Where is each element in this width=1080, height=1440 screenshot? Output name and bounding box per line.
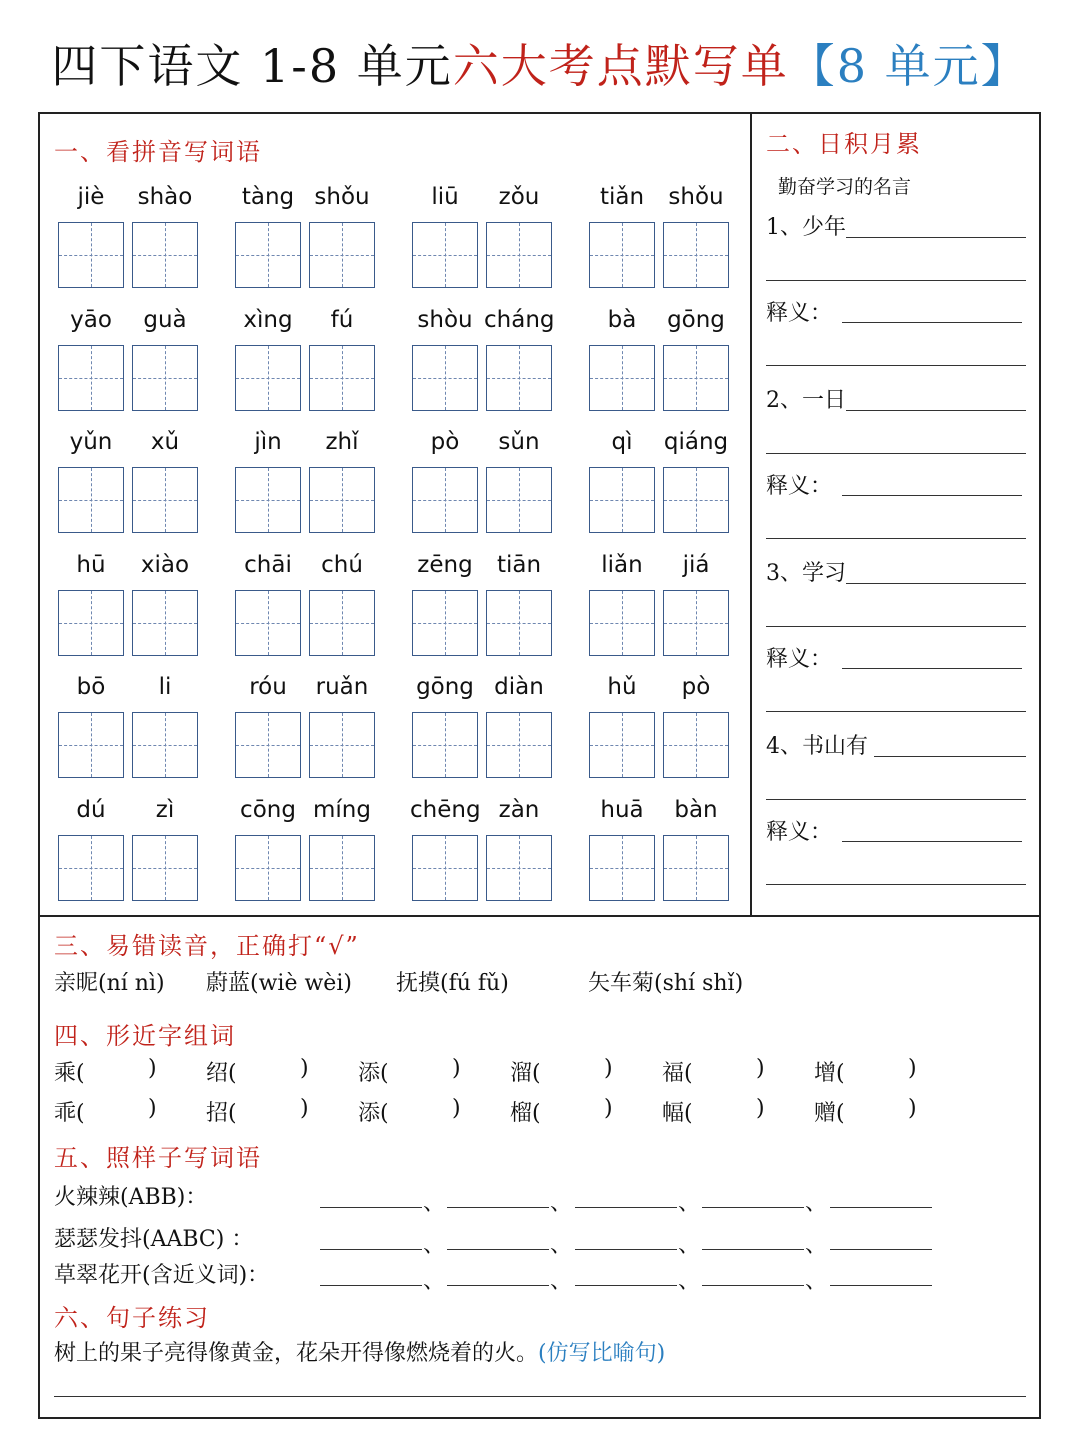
pinyin-label: qiáng	[663, 429, 729, 455]
writing-box[interactable]	[235, 712, 301, 778]
writing-box[interactable]	[58, 222, 124, 288]
writing-box[interactable]	[132, 467, 198, 533]
writing-box[interactable]	[132, 590, 198, 656]
close-paren[interactable]: )	[604, 1096, 613, 1121]
quote-answer-line[interactable]	[846, 410, 1026, 411]
pinyin-label: shòu	[417, 307, 473, 333]
writing-box[interactable]	[235, 467, 301, 533]
close-paren[interactable]: )	[148, 1056, 157, 1081]
writing-box[interactable]	[486, 712, 552, 778]
similar-char: 福(	[662, 1061, 693, 1086]
pattern-answer-line[interactable]	[447, 1285, 549, 1286]
quote-answer-line[interactable]	[846, 583, 1026, 584]
pinyin-label: xǔ	[150, 429, 180, 455]
title-part2: 六大考点默写单	[452, 39, 789, 93]
pattern-answer-line[interactable]	[320, 1249, 422, 1250]
section5-title: 五、照样子写词语	[54, 1144, 262, 1172]
pinyin-label: chēng	[410, 797, 481, 823]
writing-box[interactable]	[235, 345, 301, 411]
separator: 、	[678, 1269, 701, 1294]
close-paren[interactable]: )	[452, 1096, 461, 1121]
writing-box[interactable]	[58, 712, 124, 778]
pinyin-label: zì	[155, 797, 175, 823]
writing-box[interactable]	[663, 712, 729, 778]
separator: 、	[678, 1233, 701, 1258]
meaning-answer-line[interactable]	[766, 711, 1026, 712]
section3-title: 三、易错读音，正确打“√”	[54, 932, 360, 960]
pattern-answer-line[interactable]	[575, 1285, 677, 1286]
meaning-answer-line[interactable]	[842, 841, 1022, 842]
sentence-hint: (仿写比喻句)	[538, 1341, 666, 1366]
pinyin-label: fú	[330, 307, 354, 333]
writing-box[interactable]	[412, 467, 478, 533]
pinyin-label: tàng	[241, 184, 295, 210]
writing-box[interactable]	[663, 835, 729, 901]
similar-char: 绍(	[206, 1061, 237, 1086]
similar-char: 乘(	[54, 1061, 85, 1086]
sentence-answer-line[interactable]	[54, 1396, 1026, 1397]
pinyin-label: huā	[600, 797, 644, 823]
close-paren[interactable]: )	[300, 1096, 309, 1121]
pinyin-label: diàn	[494, 674, 544, 700]
quote-prompt: 3、学习	[766, 561, 846, 586]
pinyin-label: bō	[76, 674, 106, 700]
meaning-answer-line[interactable]	[766, 365, 1026, 366]
writing-box[interactable]	[486, 345, 552, 411]
separator: 、	[423, 1191, 446, 1216]
meaning-answer-line[interactable]	[842, 668, 1022, 669]
writing-box[interactable]	[58, 835, 124, 901]
writing-box[interactable]	[486, 835, 552, 901]
pinyin-label: jiè	[77, 184, 105, 210]
section2-title: 二、日积月累	[766, 130, 922, 158]
writing-box[interactable]	[58, 467, 124, 533]
writing-box[interactable]	[309, 590, 375, 656]
quote-answer-line[interactable]	[766, 626, 1026, 627]
writing-box[interactable]	[309, 222, 375, 288]
writing-box[interactable]	[589, 590, 655, 656]
similar-char: 招(	[206, 1101, 237, 1126]
close-paren[interactable]: )	[604, 1056, 613, 1081]
pinyin-label: hū	[76, 552, 106, 578]
quote-prompt: 1、少年	[766, 215, 846, 240]
quote-answer-line[interactable]	[766, 280, 1026, 281]
quote-prompt: 4、书山有	[766, 734, 868, 759]
separator: 、	[550, 1191, 573, 1216]
separator: 、	[550, 1269, 573, 1294]
pinyin-label: jìn	[254, 429, 282, 455]
pattern-prompt: 瑟瑟发抖(AABC) ：	[54, 1227, 254, 1252]
pinyin-label: cōng	[240, 797, 296, 823]
pinyin-label: gōng	[416, 674, 474, 700]
pinyin-label: róu	[249, 674, 287, 700]
separator: 、	[423, 1269, 446, 1294]
pattern-answer-line[interactable]	[447, 1207, 549, 1208]
sentence-text: 树上的果子亮得像黄金，花朵开得像燃烧着的火。	[54, 1341, 539, 1366]
pattern-answer-line[interactable]	[320, 1285, 422, 1286]
separator: 、	[805, 1233, 828, 1258]
pinyin-label: dú	[76, 797, 106, 823]
writing-box[interactable]	[412, 712, 478, 778]
similar-char: 赠(	[814, 1101, 845, 1126]
pinyin-label: bàn	[674, 797, 718, 823]
writing-box[interactable]	[58, 590, 124, 656]
pattern-answer-line[interactable]	[575, 1207, 677, 1208]
pattern-prompt: 火辣辣(ABB)：	[54, 1185, 208, 1210]
writing-box[interactable]	[132, 712, 198, 778]
writing-box[interactable]	[663, 345, 729, 411]
pinyin-label: guà	[143, 307, 187, 333]
writing-box[interactable]	[132, 222, 198, 288]
quote-answer-line[interactable]	[766, 453, 1026, 454]
pinyin-label: zēng	[417, 552, 473, 578]
writing-box[interactable]	[663, 222, 729, 288]
similar-char: 乖(	[54, 1101, 85, 1126]
writing-box[interactable]	[235, 590, 301, 656]
pinyin-label: liū	[431, 184, 459, 210]
close-paren[interactable]: )	[908, 1096, 917, 1121]
writing-box[interactable]	[589, 467, 655, 533]
writing-box[interactable]	[412, 835, 478, 901]
title-part1: 四下语文 1-8 单元	[51, 39, 453, 93]
pinyin-label: zàn	[498, 797, 540, 823]
pinyin-label: hǔ	[607, 674, 637, 700]
pinyin-label: liǎn	[601, 552, 643, 578]
pinyin-label: yāo	[70, 307, 112, 333]
writing-box[interactable]	[486, 222, 552, 288]
pinyin-label: qì	[611, 429, 633, 455]
pinyin-label: pò	[681, 674, 711, 700]
similar-char: 添(	[358, 1101, 389, 1126]
separator: 、	[805, 1269, 828, 1294]
section1-title: 一、看拼音写词语	[54, 138, 262, 166]
pattern-answer-line[interactable]	[830, 1207, 932, 1208]
close-paren[interactable]: )	[452, 1056, 461, 1081]
pinyin-label: míng	[313, 797, 371, 823]
close-paren[interactable]: )	[148, 1096, 157, 1121]
pinyin-label: tiān	[496, 552, 542, 578]
similar-char: 溜(	[510, 1061, 541, 1086]
pinyin-label: yǔn	[69, 429, 113, 455]
writing-box[interactable]	[412, 345, 478, 411]
pattern-answer-line[interactable]	[447, 1249, 549, 1250]
pattern-answer-line[interactable]	[320, 1207, 422, 1208]
section2-subtitle: 勤奋学习的名言	[778, 176, 912, 198]
writing-box[interactable]	[132, 835, 198, 901]
writing-box[interactable]	[309, 712, 375, 778]
pattern-answer-line[interactable]	[830, 1285, 932, 1286]
pinyin-label: pò	[430, 429, 460, 455]
writing-box[interactable]	[589, 835, 655, 901]
pattern-answer-line[interactable]	[575, 1249, 677, 1250]
pinyin-label: xìng	[243, 307, 293, 333]
writing-box[interactable]	[589, 345, 655, 411]
writing-box[interactable]	[486, 590, 552, 656]
pron-item-4: 矢车菊(shí shǐ)	[588, 971, 744, 996]
meaning-label: 释义：	[766, 474, 833, 499]
pron-item-2: 蔚蓝(wiè wèi)	[206, 971, 352, 996]
writing-box[interactable]	[589, 712, 655, 778]
sentence-example	[54, 1336, 665, 1367]
separator: 、	[550, 1233, 573, 1258]
writing-box[interactable]	[132, 345, 198, 411]
writing-box[interactable]	[309, 467, 375, 533]
meaning-label: 释义：	[766, 647, 833, 672]
pinyin-label: chú	[321, 552, 363, 578]
writing-box[interactable]	[309, 345, 375, 411]
pron-item-3: 抚摸(fú fǔ)	[396, 971, 509, 996]
similar-char: 榴(	[510, 1101, 541, 1126]
quote-answer-line[interactable]	[846, 237, 1026, 238]
section6-title: 六、句子练习	[54, 1304, 210, 1332]
pinyin-label: gōng	[667, 307, 725, 333]
quote-prompt: 2、一日	[766, 388, 846, 413]
pinyin-label: cháng	[484, 307, 555, 333]
pinyin-label: shào	[137, 184, 193, 210]
meaning-answer-line[interactable]	[766, 538, 1026, 539]
pinyin-label: li	[158, 674, 172, 700]
pattern-answer-line[interactable]	[830, 1249, 932, 1250]
horizontal-divider	[38, 915, 1041, 917]
writing-box[interactable]	[412, 222, 478, 288]
writing-box[interactable]	[589, 222, 655, 288]
close-paren[interactable]: )	[300, 1056, 309, 1081]
writing-box[interactable]	[235, 222, 301, 288]
writing-box[interactable]	[58, 345, 124, 411]
pinyin-label: ruǎn	[315, 674, 369, 700]
meaning-label: 释义：	[766, 301, 833, 326]
pattern-prompt: 草翠花开(含近义词)：	[54, 1263, 270, 1288]
separator: 、	[805, 1191, 828, 1216]
pinyin-label: shǒu	[668, 184, 724, 210]
writing-box[interactable]	[412, 590, 478, 656]
quote-answer-line[interactable]	[874, 756, 1026, 757]
writing-box[interactable]	[663, 590, 729, 656]
meaning-answer-line[interactable]	[766, 884, 1026, 885]
pattern-answer-line[interactable]	[702, 1249, 804, 1250]
pinyin-label: jiá	[682, 552, 710, 578]
pinyin-label: tiǎn	[599, 184, 645, 210]
similar-char: 添(	[358, 1061, 389, 1086]
similar-char: 增(	[814, 1061, 845, 1086]
pinyin-label: chāi	[244, 552, 292, 578]
writing-box[interactable]	[663, 467, 729, 533]
quote-answer-line[interactable]	[766, 799, 1026, 800]
vertical-divider	[750, 112, 752, 917]
section4-title: 四、形近字组词	[54, 1022, 236, 1050]
separator: 、	[678, 1191, 701, 1216]
close-paren[interactable]: )	[908, 1056, 917, 1081]
separator: 、	[423, 1233, 446, 1258]
pinyin-label: sǔn	[498, 429, 540, 455]
similar-char: 幅(	[662, 1101, 693, 1126]
pinyin-label: xiào	[140, 552, 190, 578]
meaning-answer-line[interactable]	[842, 495, 1022, 496]
title-part3: 【8 单元】	[788, 39, 1029, 93]
meaning-answer-line[interactable]	[842, 322, 1022, 323]
pinyin-label: shǒu	[314, 184, 370, 210]
page-title	[0, 30, 1080, 96]
meaning-label: 释义：	[766, 820, 833, 845]
pinyin-label: zǒu	[498, 184, 540, 210]
writing-box[interactable]	[235, 835, 301, 901]
pattern-answer-line[interactable]	[702, 1285, 804, 1286]
pinyin-label: zhǐ	[325, 429, 359, 455]
close-paren[interactable]: )	[756, 1096, 765, 1121]
writing-box[interactable]	[309, 835, 375, 901]
writing-box[interactable]	[486, 467, 552, 533]
pron-item-1: 亲昵(ní nì)	[54, 971, 165, 996]
pattern-answer-line[interactable]	[702, 1207, 804, 1208]
pinyin-label: bà	[607, 307, 637, 333]
close-paren[interactable]: )	[756, 1056, 765, 1081]
